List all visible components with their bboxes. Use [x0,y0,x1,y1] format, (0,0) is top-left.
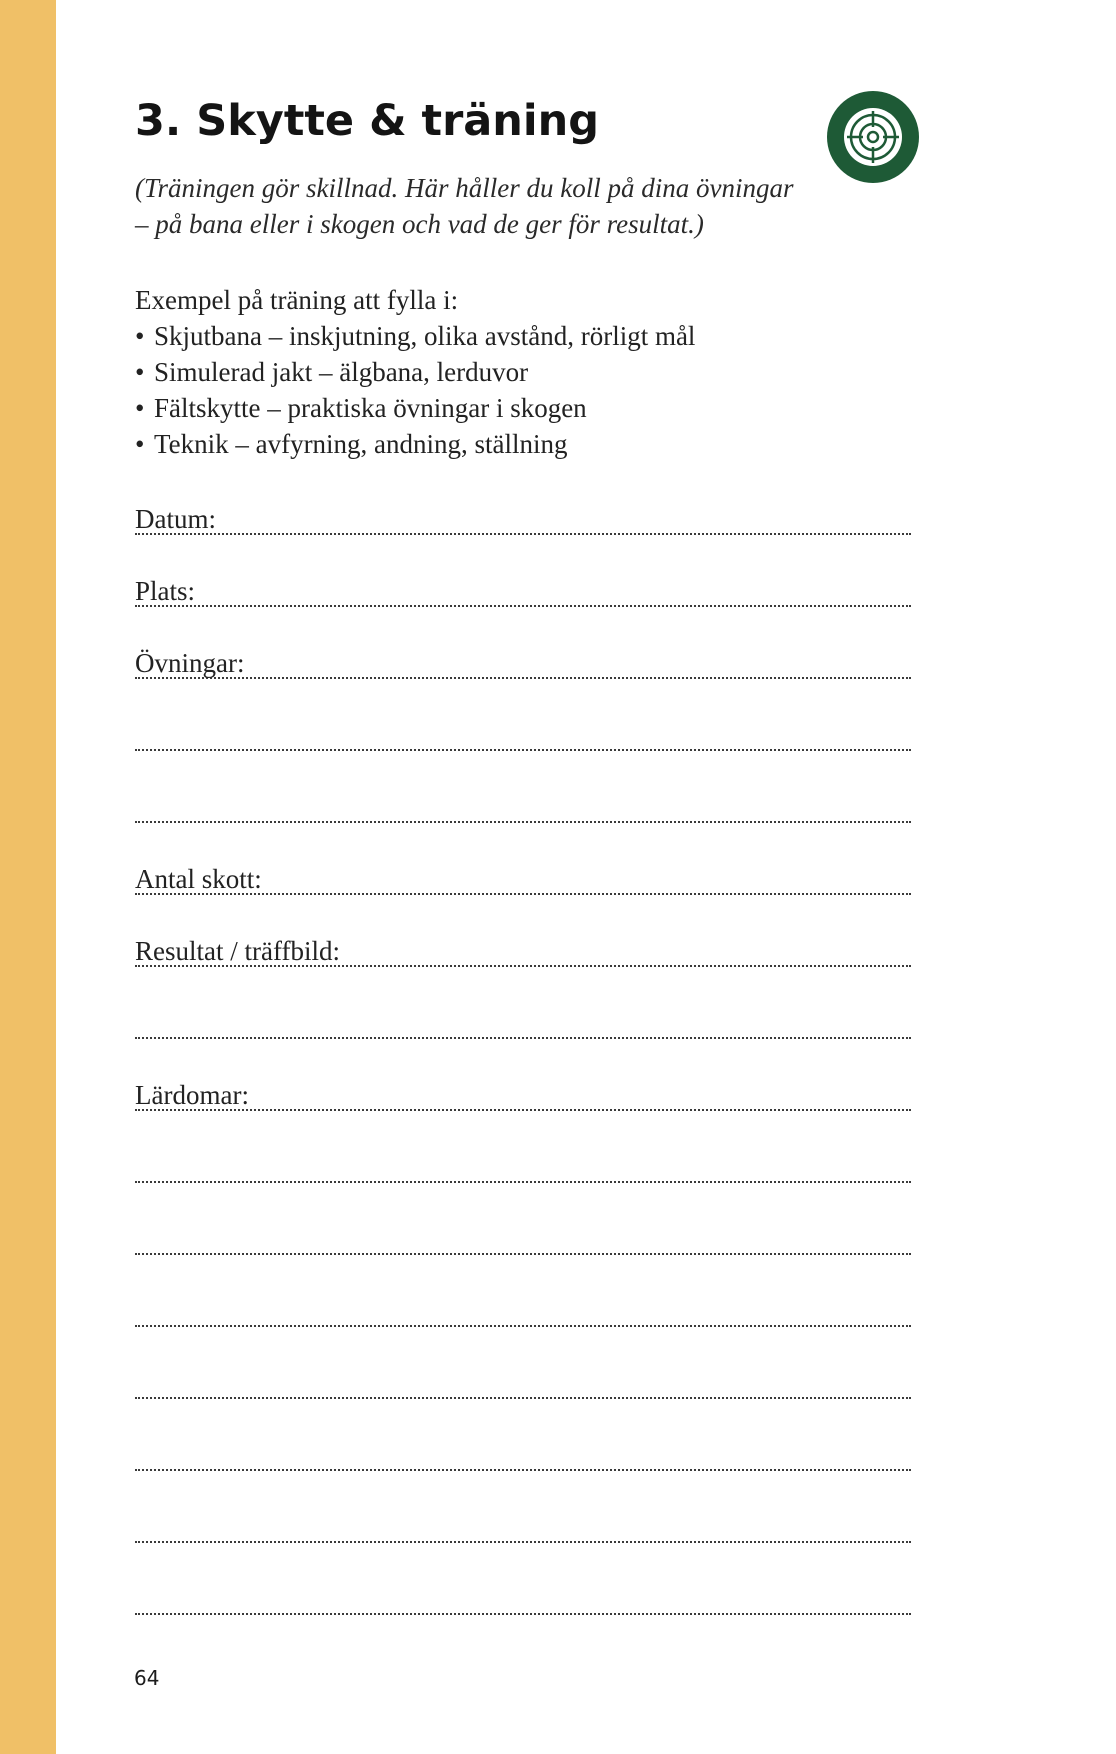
subtitle-line: – på bana eller i skogen och vad de ger för resultat.) [135,209,704,239]
example-item: • Fältskytte – praktiska övningar i skogen [135,390,695,426]
result-field[interactable] [135,927,911,967]
lessons-line-4[interactable] [135,1287,911,1327]
example-item: • Skjutbana – inskjutning, olika avstånd, rörligt mål [135,318,695,354]
exercises-label: Övningar: [135,648,245,678]
lessons-line-6[interactable] [135,1431,911,1471]
page-title: 3. Skytte & träning [135,96,600,146]
lessons-label: Lärdomar: [135,1080,249,1110]
lessons-line-8[interactable] [135,1575,911,1615]
subtitle [135,170,855,242]
exercises-line-2[interactable] [135,711,911,751]
example-item: • Simulerad jakt – älgbana, lerduvor [135,354,695,390]
lessons-field[interactable] [135,1071,911,1111]
result-line-2[interactable] [135,999,911,1039]
date-field[interactable] [135,495,911,535]
exercises-field[interactable] [135,639,911,679]
subtitle-line: (Träningen gör skillnad. Här håller du koll på dina övningar [135,173,794,203]
place-label: Plats: [135,576,196,606]
lessons-line-7[interactable] [135,1503,911,1543]
shots-field[interactable] [135,855,911,895]
examples-intro: Exempel på träning att fylla i: [135,285,459,315]
side-band [0,0,56,1754]
date-label: Datum: [135,504,216,534]
result-label: Resultat / träffbild: [135,936,340,966]
lessons-line-2[interactable] [135,1143,911,1183]
examples-list [135,318,695,462]
exercises-line-3[interactable] [135,783,911,823]
lessons-line-5[interactable] [135,1359,911,1399]
place-field[interactable] [135,567,911,607]
shots-label: Antal skott: [135,864,262,894]
example-item: • Teknik – avfyrning, andning, ställning [135,426,695,462]
lessons-line-3[interactable] [135,1215,911,1255]
examples-section [135,282,695,462]
page-number: 64 [134,1666,160,1690]
